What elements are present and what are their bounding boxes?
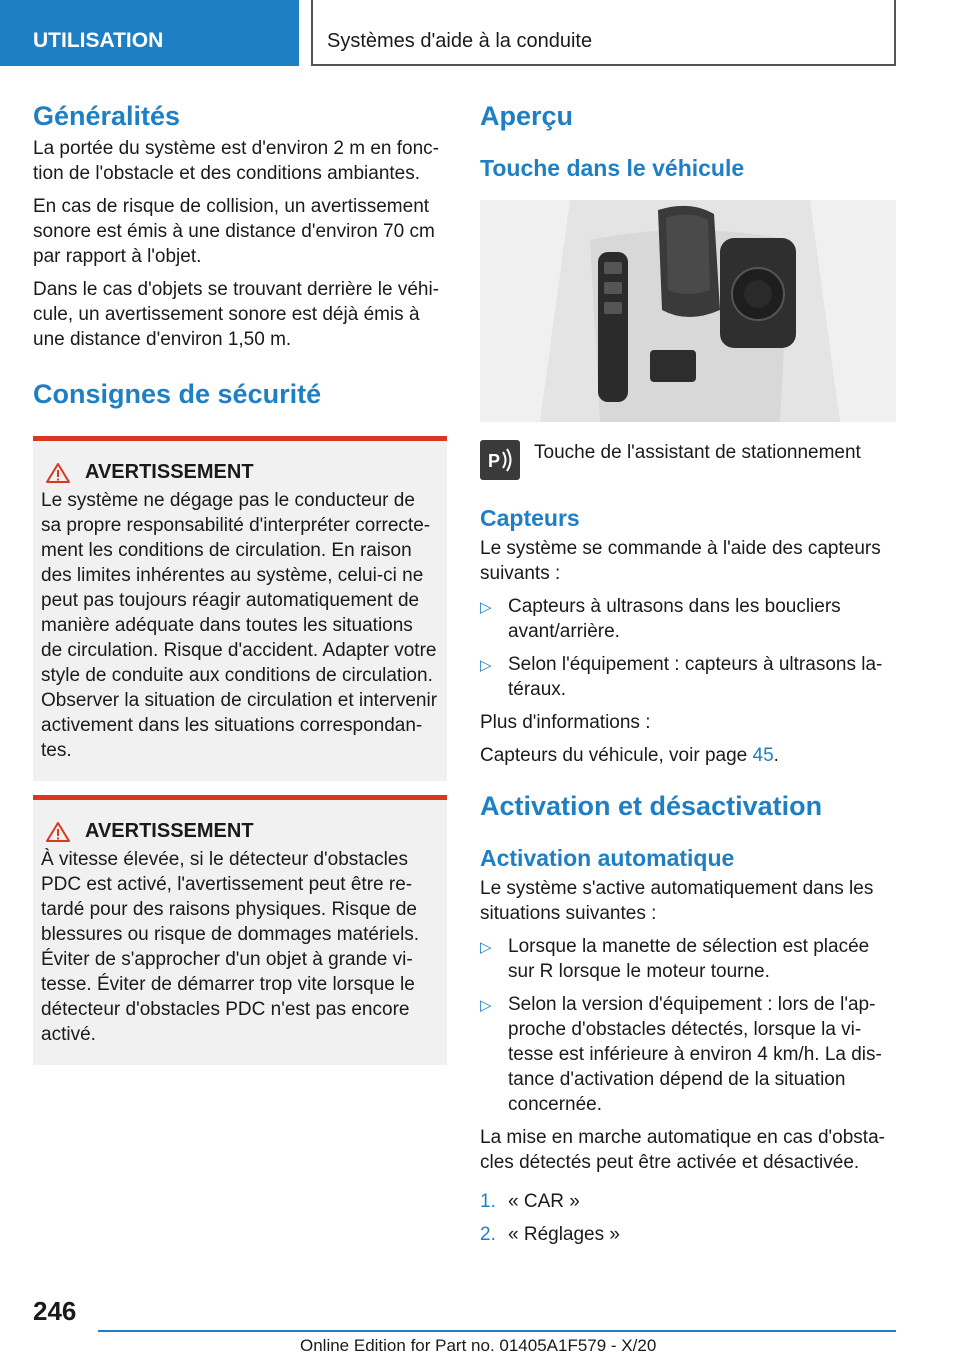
step-2-text: « Réglages »	[508, 1224, 620, 1245]
footer-edition: Online Edition for Part no. 01405A1F579 - X/20	[300, 1336, 657, 1355]
warning-2-text: À vitesse élevée, si le détecteur d'obstacles PDC est activé, l'avertissement peut être re-tardé pour des raisons physiques. Risque de blessures ou risque de dommages matériels. Éviter de s'approcher d'un objet à grande vi-tesse. Éviter de démarrer trop vite lorsque le détecteur d'obstacles PDC n'est pas encore activé.	[41, 849, 420, 1045]
header-chapter: Systèmes d'aide à la conduite	[311, 0, 896, 66]
bullet-marker-icon: ▷	[480, 939, 492, 956]
vehicle-console-photo	[480, 200, 896, 422]
auto-paragraph: La mise en marche automatique en cas d'obsta-cles détectés peut être activée et désactivée.	[480, 1127, 885, 1173]
list-item	[480, 594, 898, 644]
auto-intro: Le système s'active automatiquement dans les situations suivantes :	[480, 878, 874, 924]
capteurs-ref-text: Capteurs du véhicule, voir page	[480, 745, 753, 766]
plus-info: Plus d'informations :	[480, 712, 651, 733]
parking-assistant-icon	[480, 440, 520, 480]
console-illustration	[480, 200, 896, 422]
left-column	[33, 96, 447, 1065]
capteurs-ref-end: .	[773, 745, 779, 766]
capteurs-bullet-1: Capteurs à ultrasons dans les boucliers avant/arrière.	[508, 596, 841, 642]
auto-activation-heading: Activation automatique	[480, 845, 735, 871]
page-link-45[interactable]: 45	[752, 745, 774, 766]
auto-bullet-1: Lorsque la manette de sélection est placée sur R lorsque le moteur tourne.	[508, 936, 870, 982]
svg-text:P: P	[488, 451, 501, 471]
touche-heading: Touche dans le véhicule	[480, 155, 745, 181]
capteurs-bullet-2: Selon l'équipement : capteurs à ultrasons la-téraux.	[508, 654, 883, 700]
activation-heading: Activation et désactivation	[480, 791, 823, 821]
capteurs-reference	[480, 743, 898, 768]
list-item	[480, 1222, 898, 1247]
right-column	[480, 96, 898, 1255]
step-number: 2.	[480, 1224, 496, 1245]
bullet-marker-icon: ▷	[480, 997, 492, 1014]
list-item	[480, 992, 898, 1117]
list-item	[480, 1189, 898, 1214]
step-1-text: « CAR »	[508, 1191, 580, 1212]
footer-divider	[98, 1330, 896, 1332]
header-section: UTILISATION	[0, 0, 299, 66]
capteurs-heading: Capteurs	[480, 505, 580, 531]
page-number: 246	[33, 1296, 77, 1326]
list-item	[480, 652, 898, 702]
legend-text: Touche de l'assistant de stationnement	[534, 442, 861, 463]
bullet-marker-icon: ▷	[480, 599, 492, 616]
warning-triangle-icon	[45, 462, 71, 484]
warning-1-text: Le système ne dégage pas le conducteur de sa propre responsabilité d'interpréter correcte-ment les conditions de circulation. En raison des limites inhérentes au système, celui-ci ne peut pas toujours réagir automatiquement de manière adéquate dans toutes les situations de circulation. Risque d'accident. Adapter votre style de conduite aux conditions de circulation. Observer la situation de circulation et intervenir activement dans les situations correspondan-tes.	[41, 490, 438, 761]
generalites-paragraph-1: La portée du système est d'environ 2 m en fonc-tion de l'obstacle et des conditions ambiantes.	[33, 138, 440, 184]
capteurs-intro: Le système se commande à l'aide des capteurs suivants :	[480, 538, 881, 584]
warning-box-2	[33, 795, 447, 1065]
generalites-paragraph-3: Dans le cas d'objets se trouvant derrière le véhi-cule, un avertissement sonore est déjà émis à une distance d'environ 1,50 m.	[33, 279, 439, 350]
list-item	[480, 934, 898, 984]
bullet-marker-icon: ▷	[480, 657, 492, 674]
apercu-heading: Aperçu	[480, 101, 574, 131]
warning-2-title: AVERTISSEMENT	[85, 820, 254, 842]
generalites-paragraph-2: En cas de risque de collision, un avertissement sonore est émis à une distance d'environ 70 cm par rapport à l'objet.	[33, 196, 435, 267]
warning-triangle-icon	[45, 821, 71, 843]
step-number: 1.	[480, 1191, 496, 1212]
auto-bullet-2: Selon la version d'équipement : lors de l'ap-proche d'obstacles détectés, lorsque la vi-tesse est inférieure à environ 4 km/h. La dis-tance d'activation dépend de la situation concernée.	[508, 994, 882, 1115]
safety-heading: Consignes de sécurité	[33, 379, 322, 409]
legend-row	[480, 440, 898, 480]
warning-box-1	[33, 436, 447, 781]
generalites-heading: Généralités	[33, 101, 181, 131]
warning-1-title: AVERTISSEMENT	[85, 461, 254, 483]
